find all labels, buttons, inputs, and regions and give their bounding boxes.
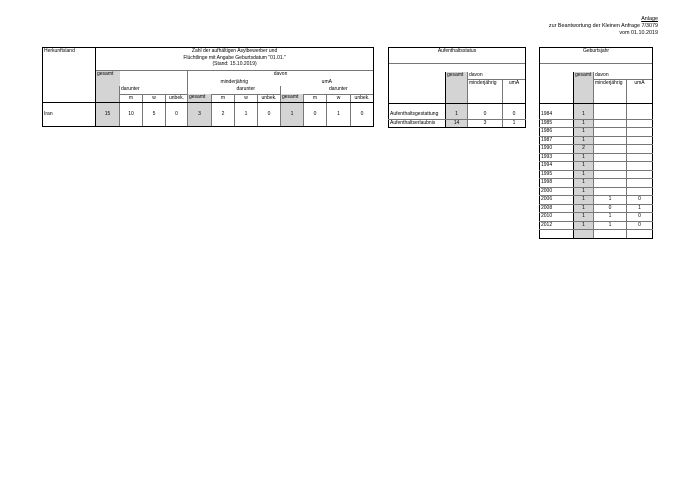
blank-cell [43,103,96,111]
blank-cell [574,230,594,239]
col-davon: davon [594,72,627,80]
table-row-empty [540,230,653,239]
cell-minderj [594,179,627,188]
blank-cell [389,88,446,96]
blank-cell [96,94,120,103]
blank-cell [540,64,653,72]
blank-cell [503,72,526,80]
cell-minderj: 0 [468,111,503,119]
table-row [540,145,653,154]
cell-gesamt: 1 [574,204,594,213]
table1-title-line2: Flüchtlinge mit Angabe Geburtsdatum "01.01." [183,54,286,61]
col-gesamt: gesamt [446,72,468,80]
blank-cell [212,118,235,126]
cell-uma-w: 1 [327,111,351,119]
blank-cell [327,118,351,126]
blank-cell [43,118,96,126]
col-davon: davon [468,72,503,80]
blank-cell [327,103,351,111]
aufenthaltsstatus-title: Aufenthaltsstatus [389,48,526,56]
blank-cell [43,56,96,64]
table-row [540,119,653,128]
cell-uma: 0 [627,213,653,222]
blank-cell [43,71,96,79]
blank-cell [468,88,503,96]
blank-cell [43,86,96,94]
cell-gesamt: 1 [574,213,594,222]
cell-uma [627,187,653,196]
blank-cell [96,103,120,111]
table-row [389,119,526,128]
blank-cell [627,88,653,96]
row-land: Iran [43,111,96,119]
blank-cell [188,118,212,126]
blank-cell [389,103,446,111]
cell-minderj [594,145,627,154]
blank-cell [143,103,166,111]
cell-minderj [594,162,627,171]
geburtsjahr-title: Geburtsjahr [540,48,653,56]
cell-gesamt: 1 [446,111,468,119]
blank-cell [574,95,594,103]
blank-cell [446,80,468,88]
table-herkunftsland [42,47,374,127]
blank-cell [503,88,526,96]
cell-uma [627,153,653,162]
table-row [540,196,653,205]
col-minderj-m: m [212,94,235,103]
cell-uma-unbek: 0 [351,111,374,119]
row-year: 2012 [540,221,574,230]
cell-minderj-gesamt: 3 [188,111,212,119]
blank-cell [304,118,327,126]
cell-gesamt: 1 [574,153,594,162]
blank-cell [96,118,120,126]
cell-minderj: 1 [594,196,627,205]
blank-cell [468,95,503,103]
cell-minderj: 1 [594,213,627,222]
cell-uma: 1 [627,204,653,213]
cell-gesamt: 1 [574,128,594,137]
blank-cell [389,64,526,72]
blank-cell [120,118,143,126]
col-gesamt: gesamt [96,71,120,79]
row-year: 1985 [540,119,574,128]
row-label: Aufenthaltserlaubnis [389,119,446,128]
cell-minderj [594,153,627,162]
col-minderjaehrig: minderjährig [594,80,627,88]
herkunftsland-header: Herkunftsland [43,48,96,56]
cell-minderj-w: 1 [235,111,258,119]
table-row [540,204,653,213]
cell-minderj [594,119,627,128]
row-label: Aufenthaltsgestattung [389,111,446,119]
table1-title [96,48,374,71]
header-line-date: vom 01.10.2019 [619,30,658,36]
col-darunter: darunter [120,86,188,94]
blank-cell [446,88,468,96]
blank-cell [540,103,574,111]
blank-cell [281,86,304,94]
col-minderj-gesamt: gesamt [188,94,212,103]
blank-cell [468,103,503,111]
cell-gesamt: 1 [574,221,594,230]
cell-minderj [594,111,627,119]
cell-uma [627,128,653,137]
blank-cell [166,118,188,126]
col-minderj-darunter: darunter [236,86,256,92]
row-year: 1987 [540,136,574,145]
blank-cell [574,80,594,88]
blank-cell [503,103,526,111]
cell-w: 5 [143,111,166,119]
cell-uma-m: 0 [304,111,327,119]
cell-uma [627,145,653,154]
table-row [540,221,653,230]
cell-gesamt: 1 [574,162,594,171]
table-row [43,111,374,119]
row-year: 1995 [540,170,574,179]
col-minderjaehrig: minderjährig [188,79,281,87]
col-uma-gesamt: gesamt [281,94,304,103]
blank-cell [188,86,212,94]
blank-cell [43,63,96,71]
cell-minderj-m: 2 [212,111,235,119]
blank-cell [258,118,281,126]
blank-cell [120,103,143,111]
blank-cell [627,103,653,111]
col-uma-darunter: darunter [304,86,374,94]
blank-cell [503,95,526,103]
table-aufenthaltsstatus [388,47,526,128]
blank-cell [235,103,258,111]
col-uma-w: w [327,94,351,103]
blank-cell [389,80,446,88]
blank-cell [540,72,574,80]
col-w: w [143,94,166,103]
row-year: 1998 [540,179,574,188]
cell-minderj: 1 [594,221,627,230]
table-geburtsjahr [539,47,653,239]
blank-cell [627,72,653,80]
cell-gesamt: 1 [574,119,594,128]
blank-cell [540,230,574,239]
table-row [540,213,653,222]
blank-cell [43,94,96,103]
cell-uma [627,162,653,171]
col-davon: davon [188,71,374,79]
cell-uma [627,119,653,128]
blank-cell [389,56,526,64]
row-year: 2000 [540,187,574,196]
row-year: 1993 [540,153,574,162]
blank-cell [166,103,188,111]
blank-cell [627,95,653,103]
table-row [540,128,653,137]
cell-gesamt: 1 [574,196,594,205]
cell-uma [627,111,653,119]
col-minderjaehrig: minderjährig [468,80,503,88]
cell-gesamt: 2 [574,145,594,154]
cell-gesamt: 15 [96,111,120,119]
cell-gesamt: 1 [574,111,594,119]
blank-cell [235,118,258,126]
table-row [540,162,653,171]
blank-cell [574,88,594,96]
cell-gesamt: 14 [446,119,468,128]
blank-cell [43,79,96,87]
blank-cell [281,118,304,126]
cell-minderj [594,136,627,145]
table-row [540,179,653,188]
row-year: 1984 [540,111,574,119]
blank-cell [594,88,627,96]
cell-uma: 0 [503,111,526,119]
document-header [549,16,658,37]
blank-cell [96,86,120,94]
blank-cell [258,103,281,111]
cell-uma: 0 [627,221,653,230]
blank-cell [389,72,446,80]
blank-cell [120,71,188,79]
cell-uma [627,179,653,188]
table1-title-line3: (Stand: 15.10.2019) [212,61,257,67]
cell-gesamt: 1 [574,170,594,179]
row-year: 1990 [540,145,574,154]
cell-uma [627,170,653,179]
table-row [540,136,653,145]
table-row [540,111,653,119]
col-uma-unbek: unbek. [351,94,374,103]
blank-cell [446,95,468,103]
cell-uma [627,136,653,145]
blank-cell [594,230,627,239]
blank-cell [120,79,188,87]
blank-cell [304,103,327,111]
blank-cell [540,80,574,88]
cell-minderj [594,170,627,179]
cell-gesamt: 1 [574,136,594,145]
col-uma: umA [627,80,653,88]
cell-minderj: 0 [594,204,627,213]
blank-cell [540,56,653,64]
blank-cell [446,103,468,111]
cell-minderj: 3 [468,119,503,128]
blank-cell [540,88,574,96]
blank-cell [281,103,304,111]
cell-uma: 1 [503,119,526,128]
cell-unbek: 0 [166,111,188,119]
blank-cell [143,118,166,126]
header-line-anfrage: zur Beantwortung der Kleinen Anfrage 7/3079 [548,23,658,29]
table-row [389,111,526,119]
cell-minderj-unbek: 0 [258,111,281,119]
col-uma-m: m [304,94,327,103]
table-row [540,170,653,179]
blank-cell [627,230,653,239]
col-unbek: unbek. [166,94,188,103]
col-minderj-w: w [235,94,258,103]
blank-cell [351,103,374,111]
row-year: 2008 [540,204,574,213]
blank-cell [594,95,627,103]
row-year: 1994 [540,162,574,171]
blank-cell [594,103,627,111]
cell-uma-gesamt: 1 [281,111,304,119]
header-line-anlage: Anlage [641,16,658,22]
row-year: 1986 [540,128,574,137]
blank-cell [574,103,594,111]
cell-uma: 0 [627,196,653,205]
cell-minderj [594,187,627,196]
table-row [540,187,653,196]
blank-cell [389,95,446,103]
blank-cell [540,95,574,103]
blank-cell [188,103,212,111]
cell-gesamt: 1 [574,187,594,196]
blank-cell [96,79,120,87]
row-year: 2010 [540,213,574,222]
col-uma: umA [503,80,526,88]
cell-gesamt: 1 [574,179,594,188]
table-row [540,153,653,162]
col-m: m [120,94,143,103]
table1-title-line1: Zahl der aufhältigen Asylbewerber und [191,48,278,54]
col-minderj-unbek: unbek. [258,94,281,103]
col-gesamt: gesamt [574,72,594,80]
row-year: 2006 [540,196,574,205]
blank-cell [351,118,374,126]
blank-cell [212,103,235,111]
col-uma: umA [281,79,374,87]
cell-m: 10 [120,111,143,119]
cell-minderj [594,128,627,137]
